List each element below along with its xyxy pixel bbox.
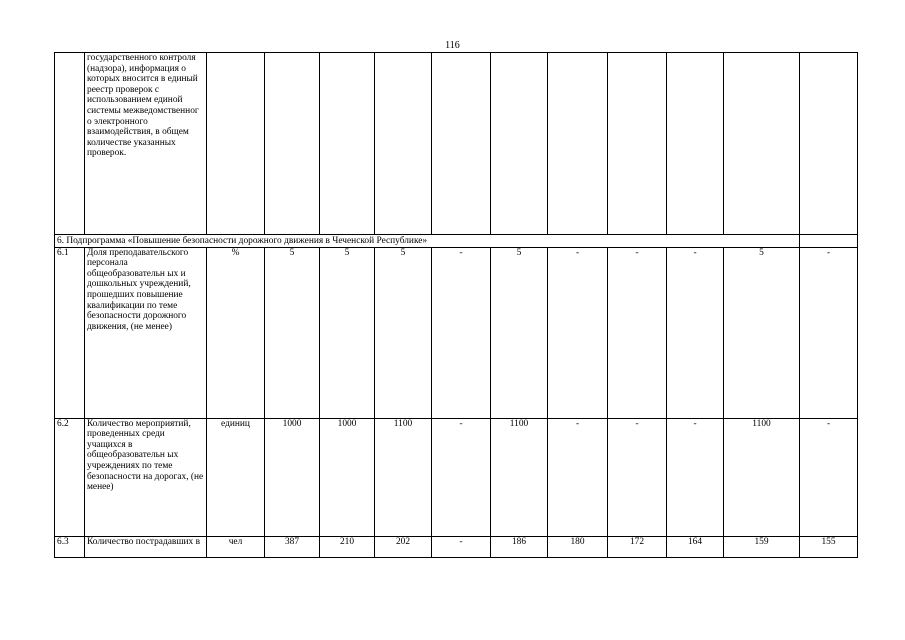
value-cell: -	[432, 536, 491, 557]
value-cell: 5	[320, 247, 375, 418]
value-cell: 387	[265, 536, 320, 557]
indicators-table	[54, 52, 858, 558]
value-cell: 1000	[265, 418, 320, 536]
value-cell: -	[608, 418, 667, 536]
value-cell	[667, 53, 724, 235]
row-number-cell: 6.3	[55, 536, 85, 557]
indicator-name-cell: Количество пострадавших в	[85, 536, 207, 557]
value-cell: 164	[667, 536, 724, 557]
value-cell	[800, 53, 858, 235]
section-title: 6. Подпрограмма «Повышение безопасности дорожного движения в Чеченской Республике»	[55, 235, 800, 248]
value-cell: -	[667, 418, 724, 536]
unit-cell	[207, 53, 265, 235]
value-cell: 172	[608, 536, 667, 557]
value-cell: 155	[800, 536, 858, 557]
value-cell	[491, 53, 548, 235]
value-cell	[608, 53, 667, 235]
indicator-name-cell: Доля преподавательского персонала общеобразовательн ых и дошкольных учреждений, прошедших повышение квалификации по теме безопасности дорожного движения, (не менее)	[85, 247, 207, 418]
page-number: 116	[445, 40, 460, 51]
value-cell	[548, 53, 608, 235]
value-cell	[724, 53, 800, 235]
table-row	[55, 418, 858, 536]
value-cell	[800, 235, 858, 248]
value-cell: 1000	[320, 418, 375, 536]
value-cell: 1100	[375, 418, 432, 536]
row-number-cell: 6.1	[55, 247, 85, 418]
table-row	[55, 53, 858, 235]
unit-cell: %	[207, 247, 265, 418]
unit-cell: чел	[207, 536, 265, 557]
row-number-cell: 6.2	[55, 418, 85, 536]
value-cell: 210	[320, 536, 375, 557]
value-cell: 159	[724, 536, 800, 557]
unit-cell: единиц	[207, 418, 265, 536]
section-header-row	[55, 235, 858, 248]
table-row	[55, 536, 858, 557]
value-cell	[432, 53, 491, 235]
value-cell: 186	[491, 536, 548, 557]
value-cell: 5	[265, 247, 320, 418]
value-cell: 1100	[491, 418, 548, 536]
value-cell: 5	[724, 247, 800, 418]
table-row	[55, 247, 858, 418]
value-cell: 5	[491, 247, 548, 418]
indicator-name-cell: государственного контроля (надзора), информация о которых вносится в единый реестр проверок с использованием единой системы межведомственног о электронного взаимодействия, в общем количестве указанных проверок.	[85, 53, 207, 235]
value-cell: -	[432, 247, 491, 418]
value-cell: 5	[375, 247, 432, 418]
value-cell: -	[800, 247, 858, 418]
indicator-name-cell: Количество мероприятий, проведенных среди учащихся в общеобразовательн ых учреждениях по теме безопасности на дорогах, (не менее)	[85, 418, 207, 536]
value-cell: -	[548, 418, 608, 536]
value-cell: 202	[375, 536, 432, 557]
value-cell	[320, 53, 375, 235]
value-cell: 180	[548, 536, 608, 557]
value-cell: 1100	[724, 418, 800, 536]
value-cell: -	[800, 418, 858, 536]
value-cell: -	[432, 418, 491, 536]
value-cell: -	[608, 247, 667, 418]
value-cell	[265, 53, 320, 235]
value-cell	[375, 53, 432, 235]
value-cell: -	[667, 247, 724, 418]
value-cell: -	[548, 247, 608, 418]
row-number-cell	[55, 53, 85, 235]
